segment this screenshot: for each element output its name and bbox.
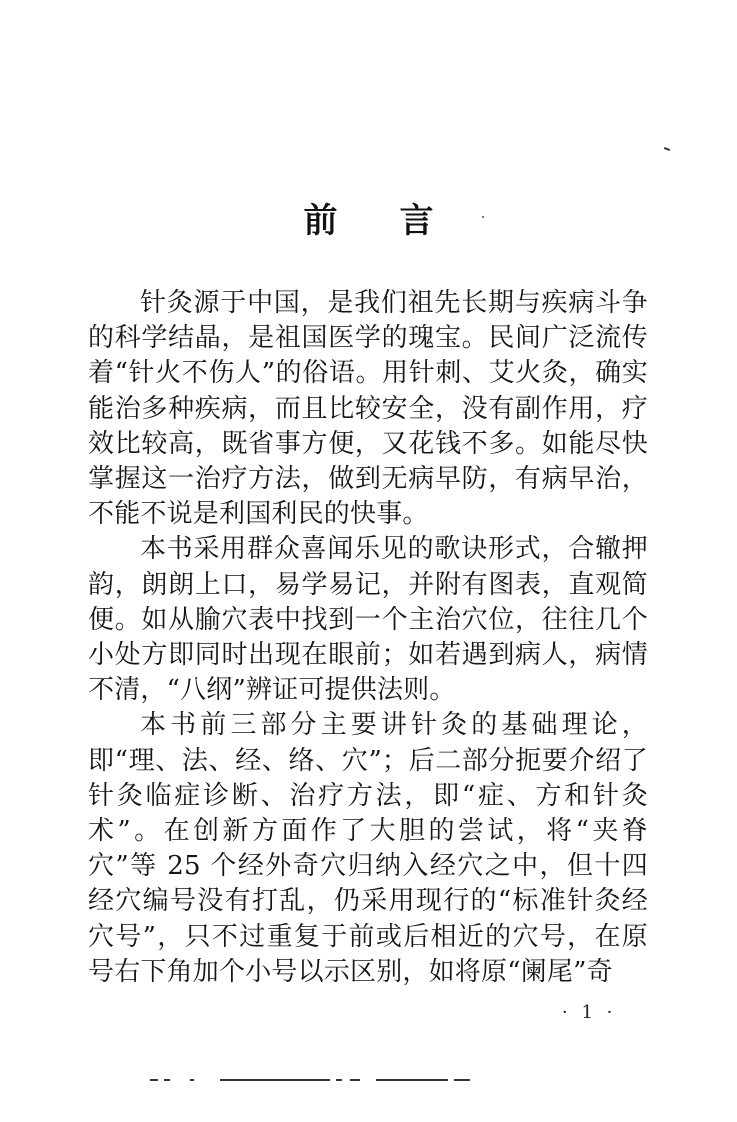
page-number: · 1 · [562,1002,617,1023]
scan-speck [664,147,670,151]
paragraph-1: 针灸源于中国，是我们祖先长期与疾病斗争的科学结晶，是祖国医学的瑰宝。民间广泛流传着“针火不伤人”的俗语。用针刺、艾火灸，确实能治多种疾病，而且比较安全，没有副作用，疗效比较高，既省事方便，又花钱不多。如能尽快掌握这一治疗方法，做到无病早防，有病早治，不能不说是利国利民的快事。 [88,288,648,530]
body-text [88,286,648,990]
scan-artifact-line [150,1078,470,1082]
paragraph-3: 本书前三部分主要讲针灸的基础理论，即“理、法、经、络、穴”；后二部分扼要介绍了针灸临症诊断、治疗方法，即“症、方和针灸术”。在创新方面作了大胆的尝试，将“夹脊穴”等 25 个经外奇穴归纳入经穴之中，但十四经穴编号没有打乱，仍采用现行的“标准针灸经穴号”，只不过重复于前或后相近的穴号，在原号右下角加个小号以示区别，如将原“阑尾”奇 [88,710,648,987]
paragraph-2: 本书采用群众喜闻乐见的歌诀形式，合辙押韵，朗朗上口，易学易记，并附有图表，直观简便。如从腧穴表中找到一个主治穴位，往往几个小处方即同时出现在眼前；如若遇到病人，病情不清，“八纲”辨证可提供法则。 [88,534,648,706]
page-title: 前言 [303,200,496,241]
